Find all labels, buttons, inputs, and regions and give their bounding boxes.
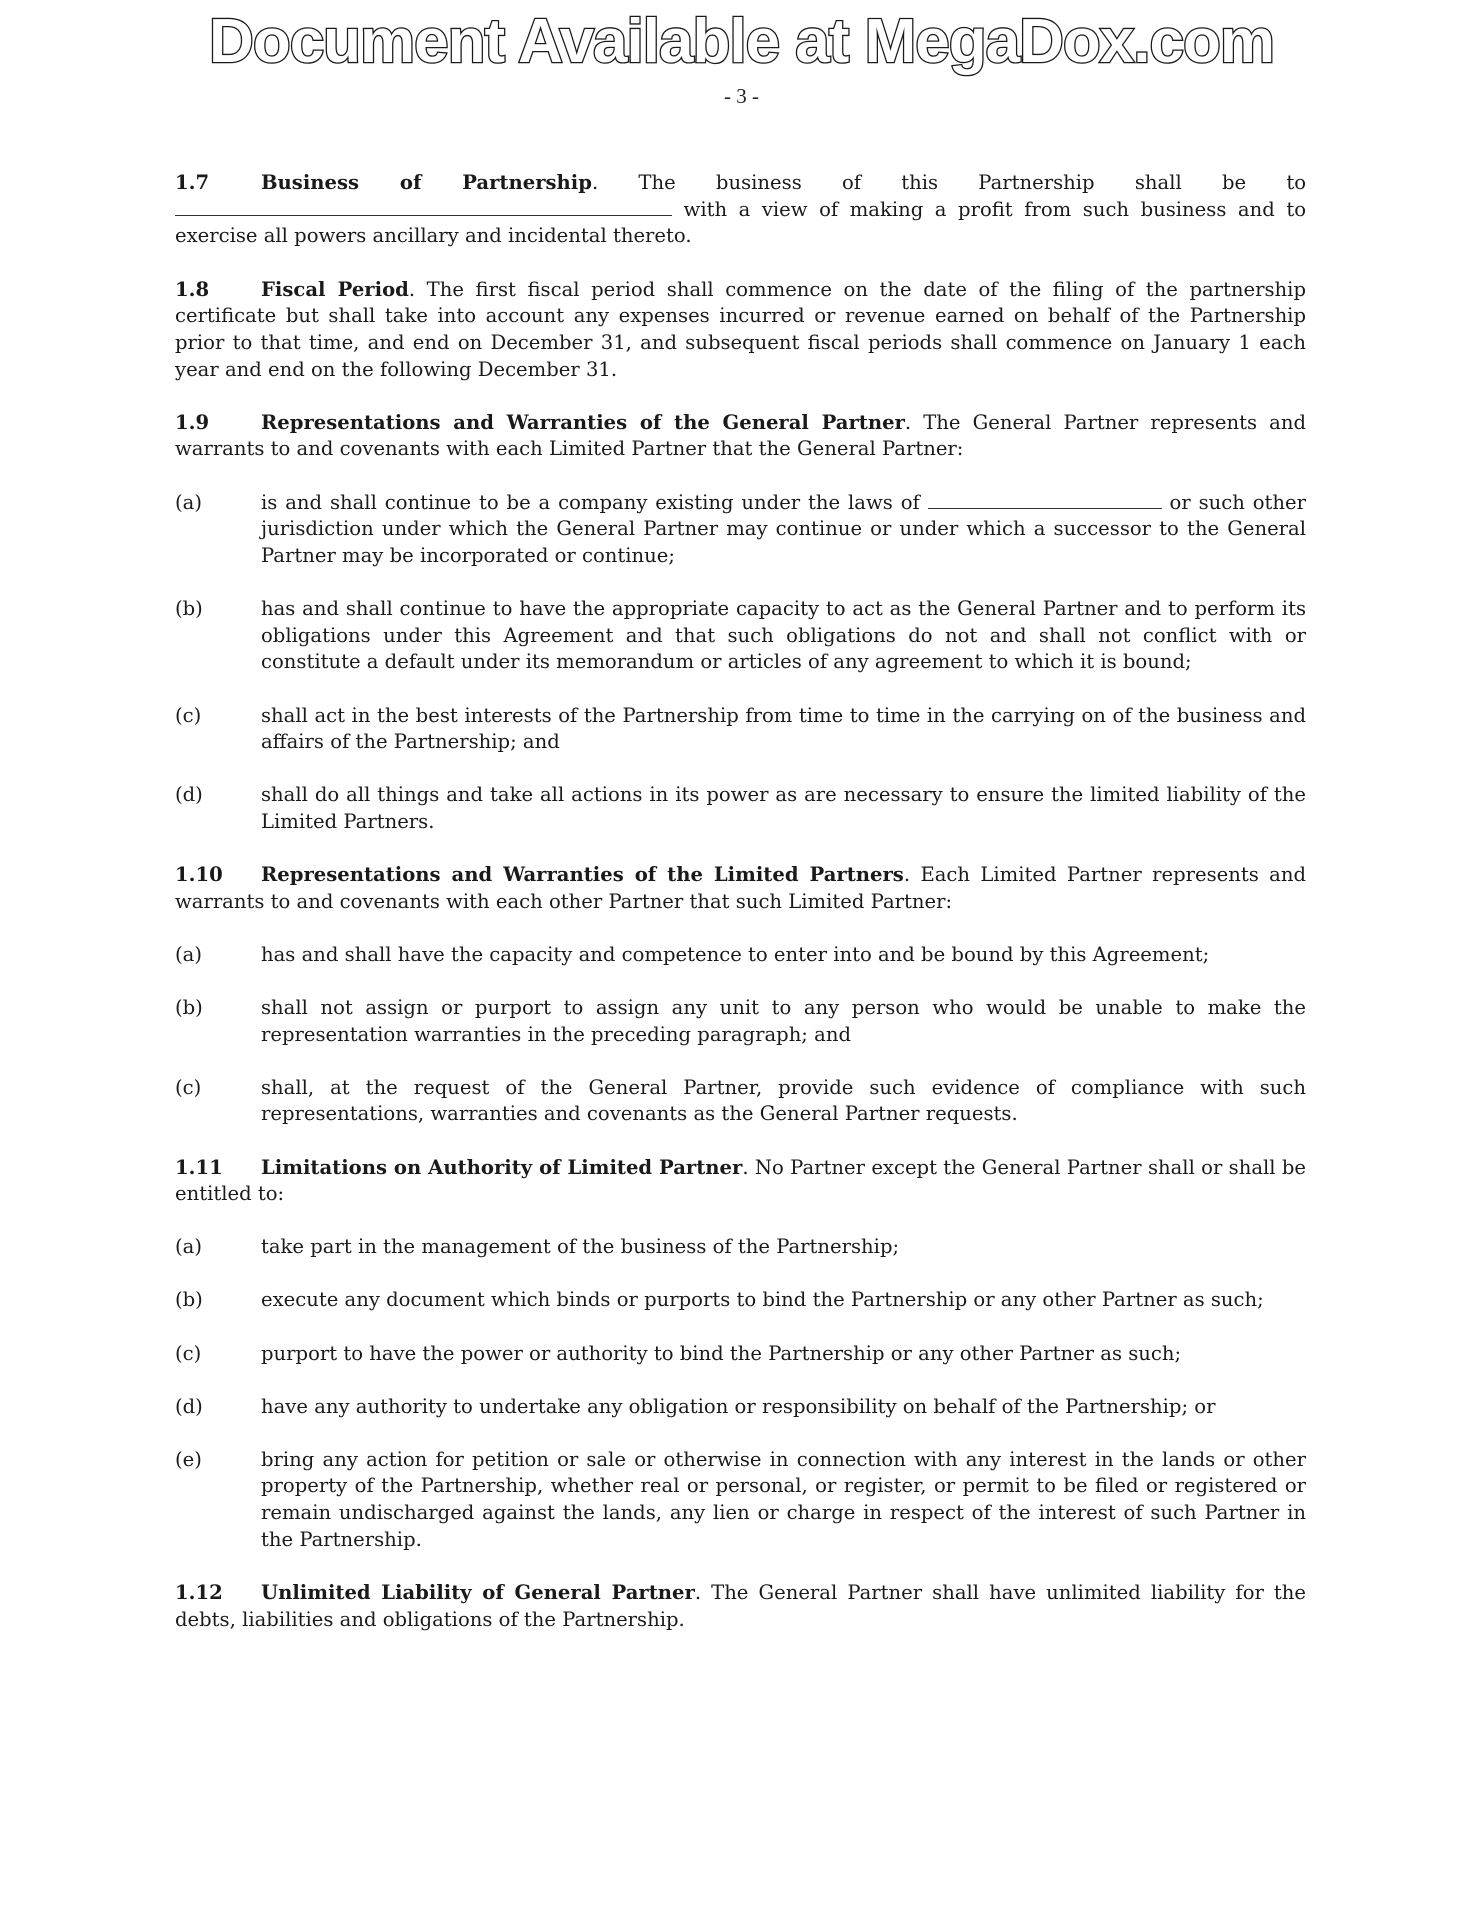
list-item-label: (a) (175, 490, 202, 514)
list-item-label: (c) (175, 1075, 202, 1099)
list-item-text: have any authority to undertake any obligation or responsibility on behalf of the Partnership; or (261, 1394, 1216, 1418)
list-item (175, 1394, 1306, 1421)
section-number: 1.9 (175, 410, 210, 434)
section-1-9 (175, 410, 1306, 463)
list-item-text: shall do all things and take all actions in its power as are necessary to ensure the limited liability of the Limited Partners. (261, 783, 1306, 833)
watermark-banner: Document Available at MegaDox.com (209, 7, 1274, 76)
fill-in-blank (928, 490, 1162, 509)
section-text: . The business of this Partnership shall be to (591, 171, 1307, 194)
section-heading: Representations and Warranties of the Limited Partners (261, 863, 904, 887)
list-item-label: (b) (175, 1288, 203, 1312)
list-item-text: execute any document which binds or purports to bind the Partnership or any other Partner as such; (261, 1288, 1264, 1312)
list-item-label: (d) (175, 1394, 203, 1418)
section-heading: Limitations on Authority of Limited Partner (261, 1155, 743, 1179)
list-item-text: has and shall continue to have the appropriate capacity to act as the General Partner and to perform its obligations under this Agreement and that such obligations do not and shall not conflict with or constitute a default under its memorandum or articles of any agreement to which it is bound; (261, 597, 1306, 674)
list-item-text: shall not assign or purport to assign any unit to any person who would be unable to make the representation warranties in the preceding paragraph; and (261, 995, 1306, 1046)
section-heading: Fiscal Period (261, 277, 409, 301)
section-1-11 (175, 1155, 1306, 1208)
list-item-label: (a) (175, 1235, 202, 1259)
section-text: . The first fiscal period shall commence on the date of the filing of the partnership certificate but shall take into account any expenses incurred or revenue earned on behalf of the Partnership prior to that time, and end on December 31, and subsequent fiscal periods shall commence on January 1 each year and end on the following December 31. (175, 277, 1306, 381)
list-item-text: shall, at the request of the General Partner, provide such evidence of compliance with such representations, warranties and covenants as the General Partner requests. (261, 1075, 1306, 1126)
fill-in-blank (175, 197, 672, 216)
section-1-12 (175, 1580, 1306, 1633)
page-number: - 3 - (724, 84, 759, 108)
section-text: . The General Partner represents and warrants to and covenants with each Limited Partner that the General Partner: (175, 410, 1306, 461)
section-number: 1.8 (175, 277, 210, 301)
section-1-8 (175, 277, 1306, 384)
list-item-text (261, 490, 1306, 570)
list-item-label: (a) (175, 942, 202, 966)
section-text: with a view of making a profit from such business and to exercise all powers ancillary and incidental thereto. (175, 197, 1306, 248)
list-item (175, 490, 1306, 570)
list-item-label: (c) (175, 1341, 202, 1365)
list-item (175, 1075, 1306, 1128)
section-text: . Each Limited Partner represents and warrants to and covenants with each other Partner that such Limited Partner: (175, 863, 1306, 913)
list-item (175, 1447, 1306, 1554)
list-item (175, 703, 1306, 756)
list-item (175, 1234, 1306, 1261)
list-item (175, 942, 1306, 969)
list-item (175, 782, 1306, 835)
section-text: . The General Partner shall have unlimited liability for the debts, liabilities and obligations of the Partnership. (175, 1580, 1307, 1631)
list-item-text: has and shall have the capacity and competence to enter into and be bound by this Agreement; (261, 942, 1210, 966)
list-item-text: purport to have the power or authority to bind the Partnership or any other Partner as such; (261, 1341, 1182, 1365)
section-heading: Business of Partnership (261, 171, 592, 194)
list-item-text: shall act in the best interests of the Partnership from time to time in the carrying on of the business and affairs of the Partnership; and (261, 703, 1306, 754)
list-item-text: bring any action for petition or sale or otherwise in connection with any interest in the lands or other property of the Partnership, whether real or personal, or register, or permit to be filed or registered or remain undischarged against the lands, any lien or charge in respect of the interest of such Partner in the Partnership. (261, 1447, 1306, 1551)
section-number: 1.12 (175, 1580, 223, 1604)
section-1-10 (175, 862, 1306, 915)
section-number: 1.7 (175, 171, 210, 194)
list-item-label: (d) (175, 783, 203, 807)
list-item (175, 596, 1306, 676)
list-item-label: (b) (175, 995, 203, 1019)
list-item (175, 1287, 1306, 1314)
list-item-label: (c) (175, 703, 202, 727)
list-item-text-part: is and shall continue to be a company existing under the laws of (261, 490, 928, 514)
section-heading: Representations and Warranties of the General Partner (261, 410, 905, 434)
document-body (175, 170, 1306, 1660)
list-item (175, 1341, 1306, 1368)
list-item-text-part: or such other jurisdiction under which the General Partner may continue or under which a successor to the General Partner may be incorporated or continue; (261, 490, 1306, 567)
section-text: . No Partner except the General Partner shall or shall be entitled to: (175, 1155, 1307, 1206)
list-item-label: (b) (175, 597, 203, 620)
list-item (175, 995, 1306, 1048)
list-item-label: (e) (175, 1447, 202, 1471)
section-heading: Unlimited Liability of General Partner (261, 1580, 695, 1604)
list-item-text: take part in the management of the business of the Partnership; (261, 1235, 900, 1259)
section-number: 1.11 (175, 1155, 223, 1179)
section-number: 1.10 (175, 863, 223, 887)
section-1-7 (175, 170, 1306, 250)
